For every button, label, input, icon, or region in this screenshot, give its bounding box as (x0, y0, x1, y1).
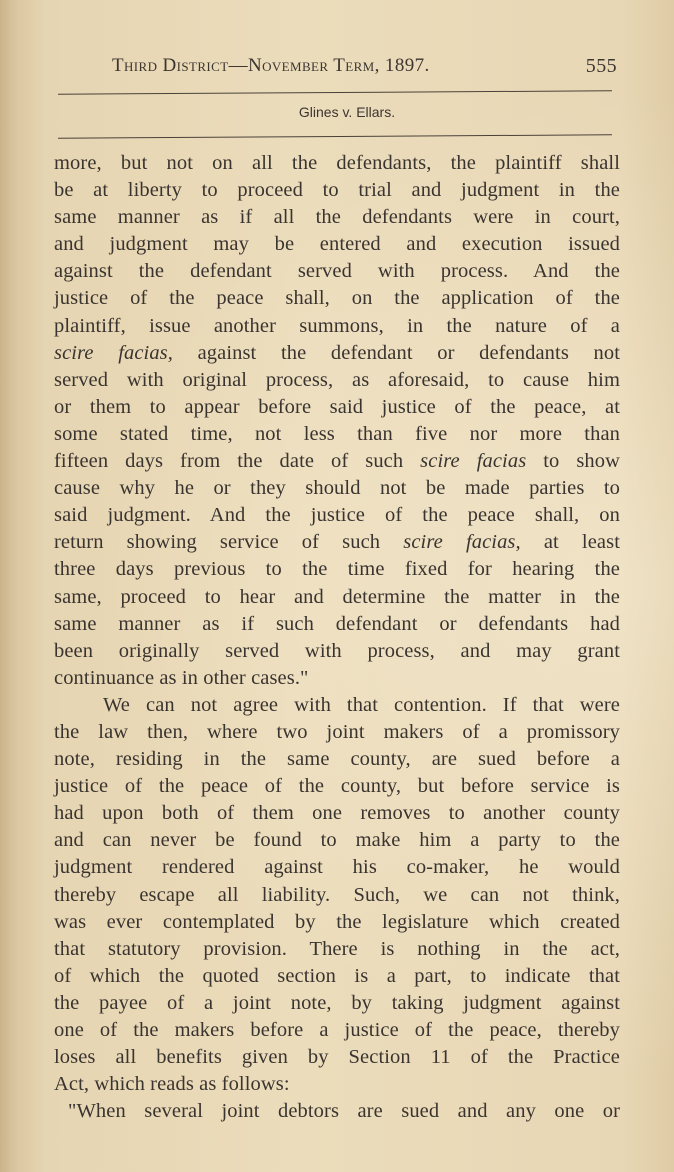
text-line: against the defendant served with process. And the (54, 260, 620, 283)
text-line: was ever contemplated by the legislature which created (54, 910, 620, 933)
running-head (112, 55, 617, 85)
body-text (54, 150, 620, 1125)
text-line: note, residing in the same county, are sued before a (54, 748, 620, 771)
text-line: that statutory provision. There is nothing in the act, (54, 937, 620, 960)
text-line: justice of the peace of the county, but before service is (54, 775, 620, 798)
text-line: had upon both of them one removes to another county (54, 802, 620, 825)
text-line: judgment rendered against his co-maker, he would (54, 856, 620, 879)
running-head-title: Third District—November Term, 1897. (112, 55, 430, 76)
text-line-pre: fifteen days from the date of such (54, 450, 421, 473)
italic-term: scire facias (420, 450, 527, 473)
text-line-post: against the defendant or defendants not (172, 341, 620, 364)
text-line: be at liberty to proceed to trial and judgment in the (54, 179, 620, 202)
text-line: We can not agree with that contention. If that were (103, 693, 620, 716)
text-line (54, 529, 620, 556)
text-line: served with original process, as aforesaid, to cause him (54, 368, 620, 391)
text-line: loses all benefits given by Section 11 of the Practice (54, 1046, 620, 1069)
text-line: the law then, where two joint makers of a promissory (54, 720, 620, 743)
italic-term: scire facias, (403, 531, 521, 554)
text-line-post: to show (526, 450, 620, 473)
text-line: one of the makers before a justice of the peace, thereby (54, 1019, 620, 1041)
case-name-rule (58, 134, 612, 138)
text-line-pre: return showing service of such (54, 531, 404, 554)
text-line: same manner as if such defendant or defendants had (54, 612, 620, 635)
text-line: thereby escape all liability. Such, we can not think, (54, 883, 620, 906)
text-line: the payee of a joint note, by taking judgment against (54, 991, 620, 1014)
text-line (54, 340, 620, 367)
text-line: justice of the peace shall, on the application of the (54, 287, 620, 310)
text-line (54, 448, 620, 475)
text-line: and judgment may be entered and execution issued (54, 233, 620, 256)
text-line: and can never be found to make him a party to the (54, 829, 620, 852)
text-line: same, proceed to hear and determine the matter in the (54, 585, 620, 608)
text-line: three days previous to the time fixed for hearing the (54, 558, 620, 581)
text-line: been originally served with process, and may grant (54, 639, 620, 662)
text-line: Act, which reads as follows: (54, 1073, 290, 1096)
text-line: some stated time, not less than five nor more than (54, 422, 620, 445)
text-line: cause why he or they should not be made parties to (54, 477, 620, 500)
text-line: of which the quoted section is a part, to indicate that (54, 964, 620, 987)
text-line: more, but not on all the defendants, the plaintiff shall (54, 152, 620, 174)
page-number: 555 (585, 55, 617, 77)
text-line-post: at least (520, 531, 620, 554)
text-line: or them to appear before said justice of the peace, at (54, 395, 620, 418)
header-rule (58, 90, 612, 94)
text-line: continuance as in other cases." (54, 666, 309, 689)
text-line: same manner as if all the defendants were in court, (54, 206, 620, 229)
case-name: Glines v. Ellars. (298, 104, 396, 120)
text-line: "When several joint debtors are sued and any one or (68, 1100, 620, 1123)
text-line: plaintiff, issue another summons, in the nature of a (54, 314, 620, 337)
italic-term: scire facias, (54, 341, 173, 364)
text-line: said judgment. And the justice of the peace shall, on (54, 504, 620, 527)
